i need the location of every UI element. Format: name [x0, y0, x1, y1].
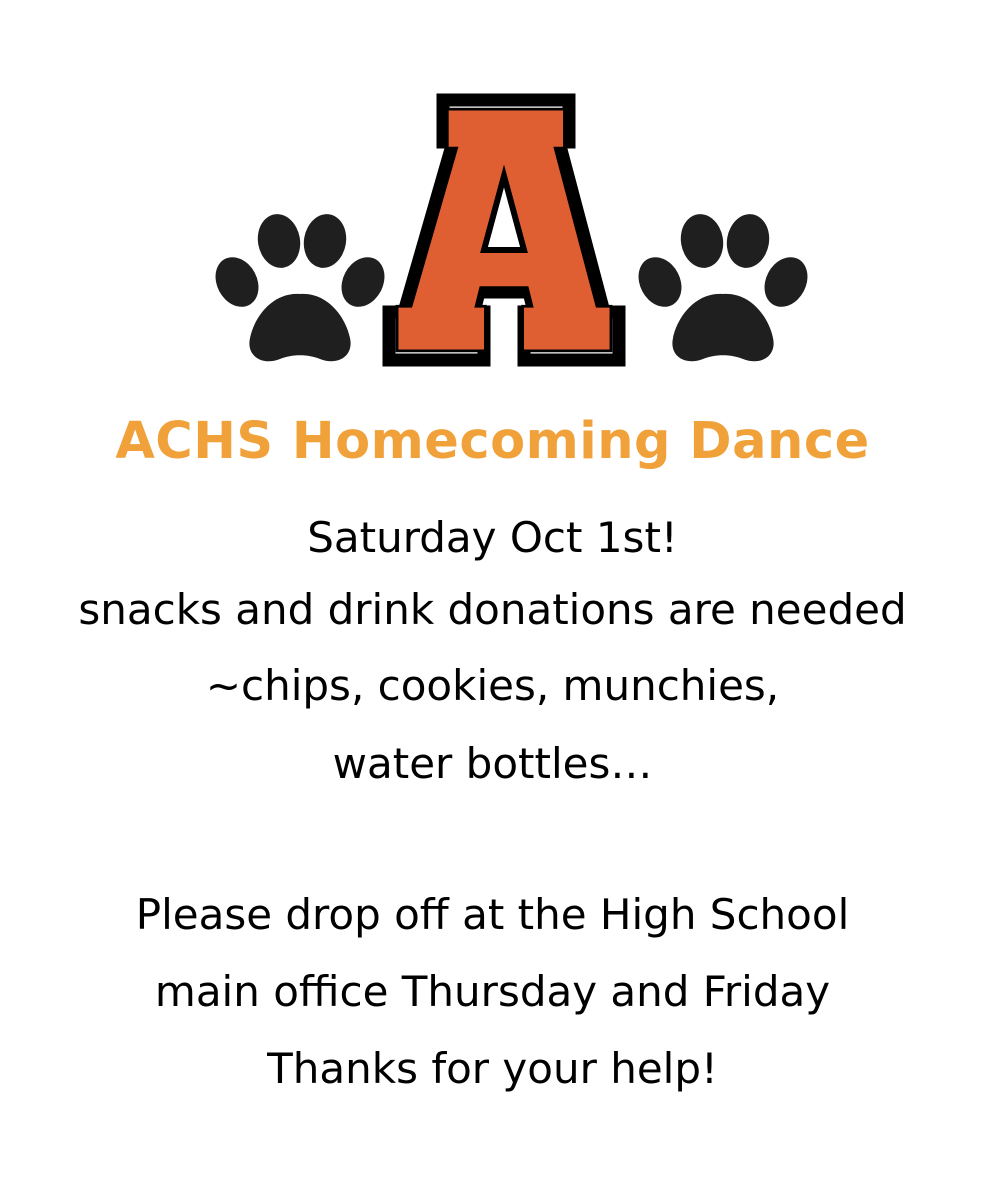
letter-a-logo	[389, 100, 619, 360]
event-date: Saturday Oct 1st!	[307, 513, 678, 562]
donation-items-line-2: water bottles…	[332, 739, 653, 788]
school-logo-graphic	[0, 0, 985, 400]
dropoff-instructions-line-2: main office Thursday and Friday	[154, 967, 831, 1016]
left-paw-print-icon	[207, 211, 393, 361]
dropoff-instructions-line-1: Please drop off at the High School	[135, 890, 850, 939]
donation-items-line-1: ~chips, cookies, munchies,	[205, 661, 780, 710]
right-paw-print-icon	[630, 211, 816, 361]
event-title: ACHS Homecoming Dance	[115, 412, 870, 471]
thanks-message: Thanks for your help!	[267, 1044, 718, 1093]
donation-request: snacks and drink donations are needed	[78, 585, 907, 634]
school-logo	[0, 0, 985, 400]
